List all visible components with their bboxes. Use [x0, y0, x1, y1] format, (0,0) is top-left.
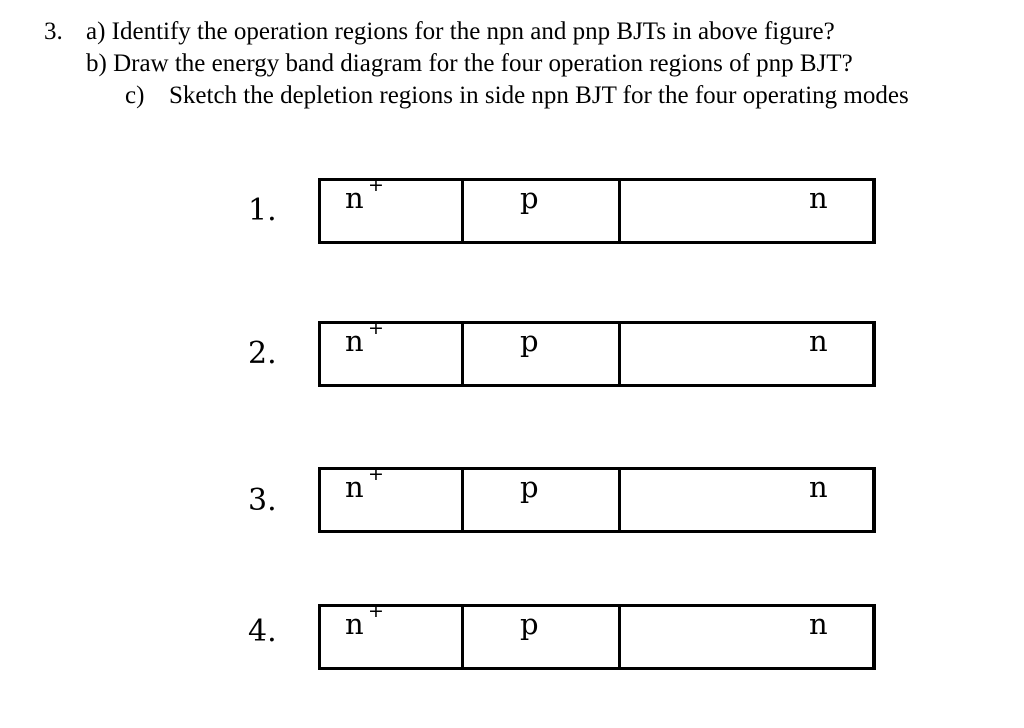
diagram-3-emitter-doping-sup: +: [368, 463, 384, 485]
diagram-2-bjt: [318, 317, 876, 387]
diagram-1-bjt: [318, 174, 876, 244]
diagram-1-collector-region: [621, 181, 872, 241]
diagram-4-base-region: [464, 607, 621, 667]
diagram-3-emitter-region: [321, 463, 464, 530]
diagram-1-label: 1.: [248, 193, 277, 228]
diagram-3-base-label: p: [520, 470, 539, 504]
diagram-3-collector-label: n: [809, 470, 828, 504]
diagram-1-emitter-region: [321, 174, 464, 241]
diagram-2-emitter-doping-sup: +: [368, 317, 384, 339]
question-number: 3.: [44, 18, 63, 45]
diagram-1-emitter-label: n: [345, 181, 364, 215]
diagram-4-base-label: p: [520, 607, 539, 641]
diagram-4-collector-label: n: [809, 607, 828, 641]
question-part-c: [125, 81, 909, 111]
diagram-4-emitter-region: [321, 600, 464, 667]
diagram-2-emitter-region: [321, 317, 464, 384]
part-c-text: Sketch the depletion regions in side npn BJT for the four operating modes: [169, 82, 909, 109]
diagram-2-emitter-label: n: [345, 324, 364, 358]
question-part-a: [44, 17, 835, 47]
diagram-1-base-label: p: [520, 181, 539, 215]
diagram-4-emitter-doping-sup: +: [368, 600, 384, 622]
diagram-2-label: 2.: [248, 336, 277, 371]
diagram-4-collector-region: [621, 607, 872, 667]
diagram-3-base-region: [464, 470, 621, 530]
diagram-3-emitter-label: n: [345, 470, 364, 504]
question-part-b: [86, 49, 853, 79]
diagram-4-bjt: [318, 600, 876, 670]
diagram-3-label: 3.: [248, 483, 277, 518]
part-a-text: a) Identify the operation regions for the npn and pnp BJTs in above figure?: [86, 18, 835, 45]
diagram-1-collector-label: n: [809, 181, 828, 215]
diagram-1-emitter-doping-sup: +: [368, 174, 384, 196]
diagram-1-base-region: [464, 181, 621, 241]
diagram-4-label: 4.: [248, 614, 277, 649]
part-c-label: c): [125, 82, 145, 109]
diagram-2-collector-region: [621, 324, 872, 384]
diagram-3-collector-region: [621, 470, 872, 530]
diagram-2-base-region: [464, 324, 621, 384]
diagram-4-emitter-label: n: [345, 607, 364, 641]
part-b-text: b) Draw the energy band diagram for the four operation regions of pnp BJT?: [86, 50, 853, 77]
diagram-2-collector-label: n: [809, 324, 828, 358]
diagram-3-bjt: [318, 463, 876, 533]
diagram-2-base-label: p: [520, 324, 539, 358]
